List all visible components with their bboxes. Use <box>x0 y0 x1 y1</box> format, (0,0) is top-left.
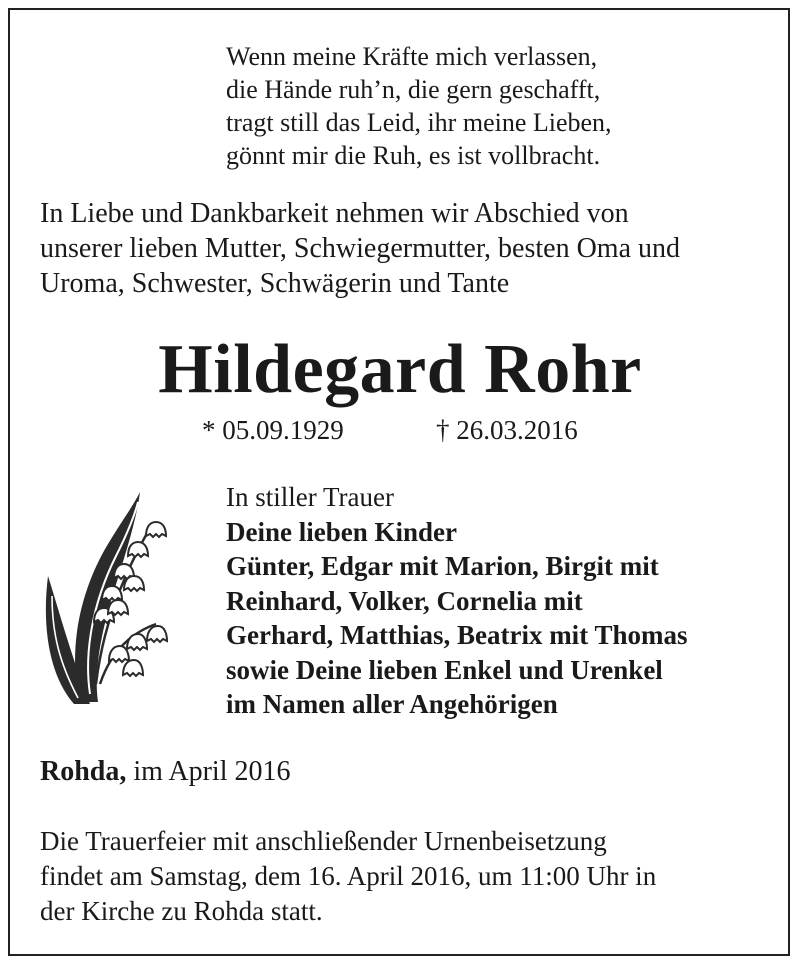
poem-line: Wenn meine Kräfte mich verlassen, <box>226 42 598 71</box>
lily-of-the-valley-icon <box>38 484 188 714</box>
mourners <box>226 480 687 722</box>
poem-line: tragt still das Leid, ihr meine Lieben, <box>226 108 612 137</box>
mourners-line: Reinhard, Volker, Cornelia mit <box>226 585 583 616</box>
mourners-line: Deine lieben Kinder <box>226 516 457 547</box>
mourners-line: sowie Deine lieben Enkel und Urenkel <box>226 654 663 685</box>
intro-line: Uroma, Schwester, Schwägerin und Tante <box>40 268 510 299</box>
place-town: Rohda, <box>40 756 127 787</box>
mourners-line: Günter, Edgar mit Marion, Birgit mit <box>226 551 659 581</box>
poem-line: gönnt mir die Ruh, es ist vollbracht. <box>226 141 601 170</box>
service-line: der Kirche zu Rohda statt. <box>40 896 323 926</box>
service-line: findet am Samstag, dem 16. April 2016, um 11:00 Uhr in <box>40 861 657 891</box>
death-date: † 26.03.2016 <box>436 415 578 445</box>
service-line: Die Trauerfeier mit anschließender Urnenbeisetzung <box>40 826 607 856</box>
intro-line: unserer lieben Mutter, Schwiegermutter, besten Oma und <box>40 233 681 264</box>
poem-line: die Hände ruh’n, die gern geschafft, <box>226 75 601 104</box>
intro-line: In Liebe und Dankbarkeit nehmen wir Abschied von <box>40 198 629 229</box>
deceased-name: Hildegard Rohr <box>158 331 642 408</box>
birth-date: * 05.09.1929 <box>202 415 344 445</box>
farewell-intro <box>40 196 770 301</box>
mourners-line: im Namen aller Angehörigen <box>226 689 558 719</box>
mourners-line: Gerhard, Matthias, Beatrix mit Thomas <box>226 620 688 650</box>
service-info <box>40 824 656 929</box>
mourners-heading: In stiller Trauer <box>226 482 394 512</box>
place-date <box>40 755 291 789</box>
place-month: im April 2016 <box>126 756 291 787</box>
poem <box>226 40 612 172</box>
